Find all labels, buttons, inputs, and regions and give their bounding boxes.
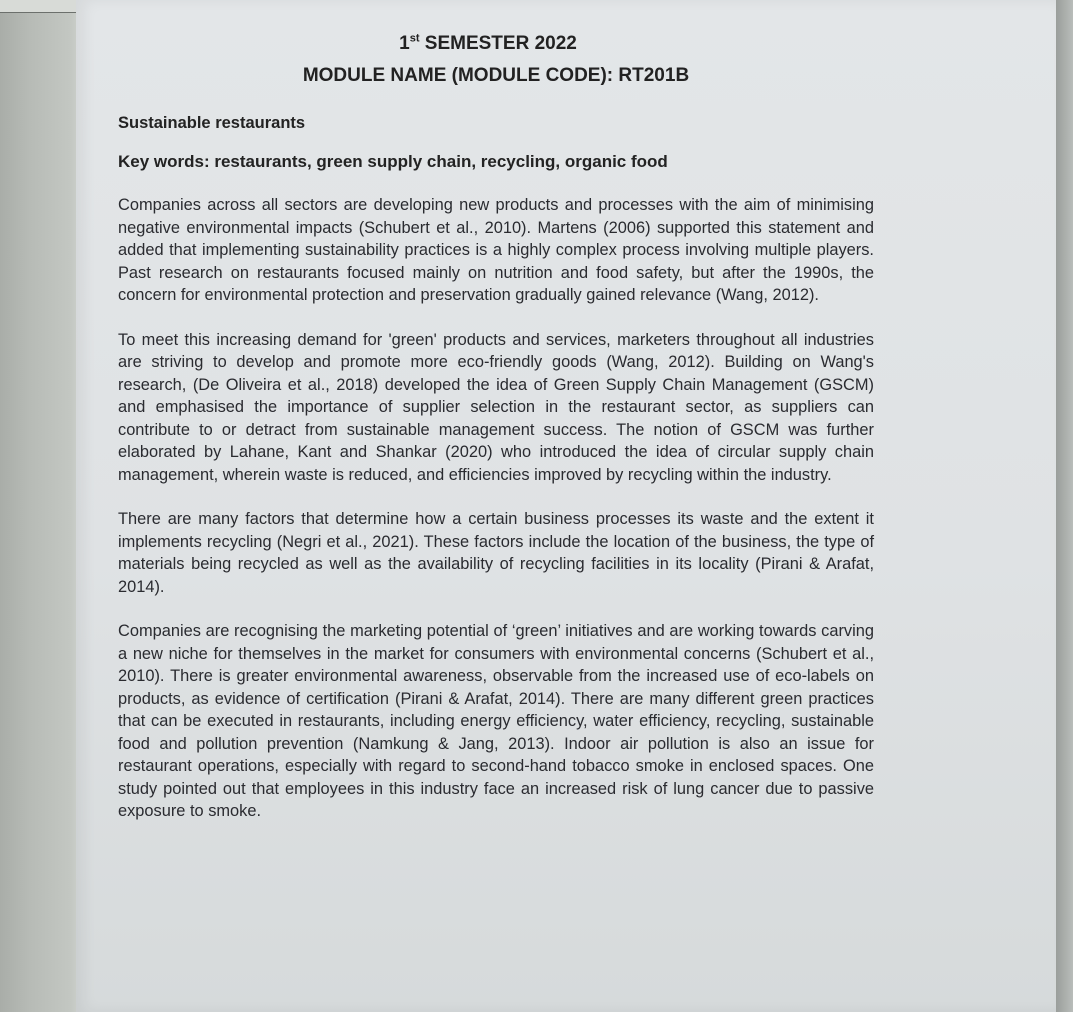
keywords-line: Key words: restaurants, green supply chain, recycling, organic food [118, 152, 668, 171]
document-content [118, 28, 874, 839]
semester-heading: 1st SEMESTER 2022 [399, 32, 577, 54]
screen-edge [1056, 0, 1073, 1012]
module-heading: MODULE NAME (MODULE CODE): RT201B [302, 65, 690, 86]
document-header [118, 28, 874, 92]
paragraph-3: There are many factors that determine how a certain business processes its waste and the extent it implements recycling (Negri et al., 2021). These factors include the location of the business, the type of materials being recycled as well as the availability of recycling facilities in its locality (Pirani & Arafat, 2014). [118, 510, 874, 596]
paragraph-4: Companies are recognising the marketing potential of ‘green’ initiatives and are working towards carving a new niche for themselves in the market for consumers with environmental concerns (Schubert et al., 2010). There is greater environmental awareness, observable from the increased use of eco-labels on products, as evidence of certification (Pirani & Arafat, 2014). There are many different green practices that can be executed in restaurants, including energy efficiency, water efficiency, recycling, sustainable food and pollution prevention (Namkung & Jang, 2013). Indoor air pollution is also an issue for restaurant operations, especially with regard to second-hand tobacco smoke in enclosed spaces. One study pointed out that employees in this industry face an increased risk of lung cancer due to passive exposure to smoke. [118, 622, 874, 820]
topic-title: Sustainable restaurants [118, 114, 306, 132]
paragraph-1: Companies across all sectors are developing new products and processes with the aim of minimising negative environmental impacts (Schubert et al., 2010). Martens (2006) supported this statement and added that implementing sustainability practices is a highly complex process involving multiple players. Past research on restaurants focused mainly on nutrition and food safety, but after the 1990s, the concern for environmental protection and preservation gradually gained relevance (Wang, 2012). [118, 196, 874, 304]
paragraph-2: To meet this increasing demand for 'green' products and services, marketers throughout all industries are striving to develop and promote more eco-friendly goods (Wang, 2012). Building on Wang's research, (De Oliveira et al., 2018) developed the idea of Green Supply Chain Management (GSCM) and emphasised the importance of supplier selection in the restaurant sector, as suppliers can contribute to or detract from sustainable management success. The notion of GSCM was further elaborated by Lahane, Kant and Shankar (2020) who introduced the idea of circular supply chain management, wherein waste is reduced, and efficiencies improved by recycling within the industry. [118, 330, 874, 484]
